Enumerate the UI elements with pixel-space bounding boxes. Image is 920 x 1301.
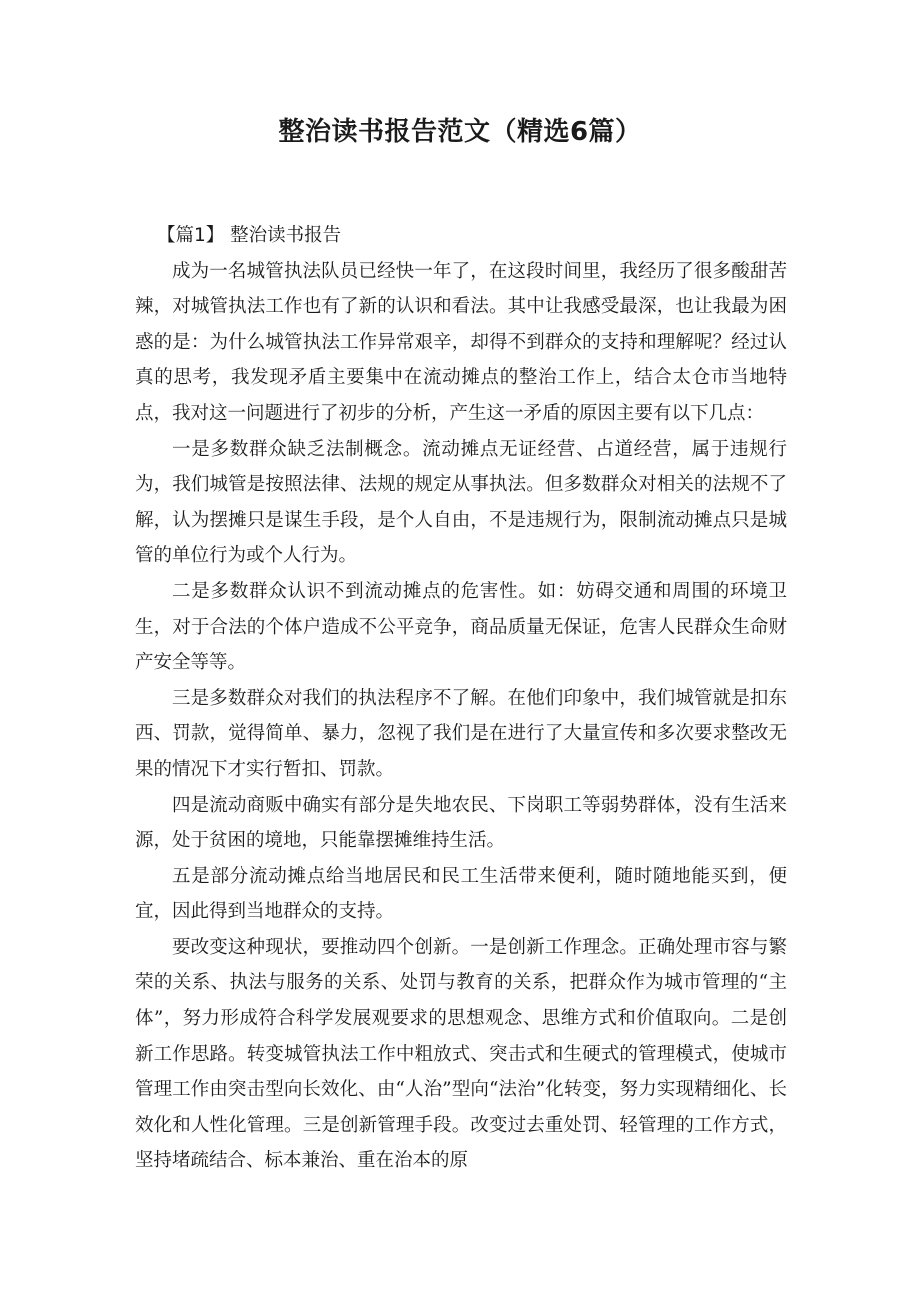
section-heading: 【篇1】 整治读书报告 (157, 225, 342, 246)
paragraph-reason-3: 三是多数群众对我们的执法程序不了解。在他们印象中，我们城管就是扣东西、罚款，觉得简单、暴力，忽视了我们是在进行了大量宣传和多次要求整改无果的情况下才实行暂扣、罚款。 (135, 687, 787, 780)
paragraph-reason-1: 一是多数群众缺乏法制概念。流动摊点无证经营、占道经营，属于违规行为，我们城管是按照法律、法规的规定从事执法。但多数群众对相关的法规不了解，认为摆摊只是谋生手段，是个人自由，不是违规行为，限制流动摊点只是城管的单位行为或个人行为。 (135, 438, 787, 567)
document-body (135, 218, 787, 1179)
paragraph-reason-2: 二是多数群众认识不到流动摊点的危害性。如：妨碍交通和周围的环境卫生，对于合法的个体户造成不公平竞争，商品质量无保证，危害人民群众生命财产安全等等。 (135, 580, 787, 674)
paragraph-reason-5: 五是部分流动摊点给当地居民和民工生活带来便利，随时随地能买到，便宜，因此得到当地群众的支持。 (135, 865, 787, 923)
document-title: 整治读书报告范文（精选6篇） (278, 117, 642, 147)
paragraph-intro: 成为一名城管执法队员已经快一年了，在这段时间里，我经历了很多酸甜苦辣，对城管执法工作也有了新的认识和看法。其中让我感受最深，也让我最为困惑的是：为什么城管执法工作异常艰辛，却得不到群众的支持和理解呢？经过认真的思考，我发现矛盾主要集中在流动摊点的整治工作上，结合太仓市当地特点，我对这一问题进行了初步的分析，产生这一矛盾的原因主要有以下几点： (135, 260, 787, 424)
paragraph-reason-4: 四是流动商贩中确实有部分是失地农民、下岗职工等弱势群体，没有生活来源，处于贫困的境地，只能靠摆摊维持生活。 (135, 794, 787, 852)
paragraph-innovations: 要改变这种现状，要推动四个创新。一是创新工作理念。正确处理市容与繁荣的关系、执法与服务的关系、处罚与教育的关系，把群众作为城市管理的“主体”，努力形成符合科学发展观要求的思想观念、思维方式和价值取向。二是创新工作思路。转变城管执法工作中粗放式、突击式和生硬式的管理模式，使城市管理工作由突击型向长效化、由“人治”型向“法治”化转变，努力实现精细化、长效化和人性化管理。三是创新管理手段。改变过去重处罚、轻管理的工作方式，坚持堵疏结合、标本兼治、重在治本的原 (135, 936, 787, 1172)
